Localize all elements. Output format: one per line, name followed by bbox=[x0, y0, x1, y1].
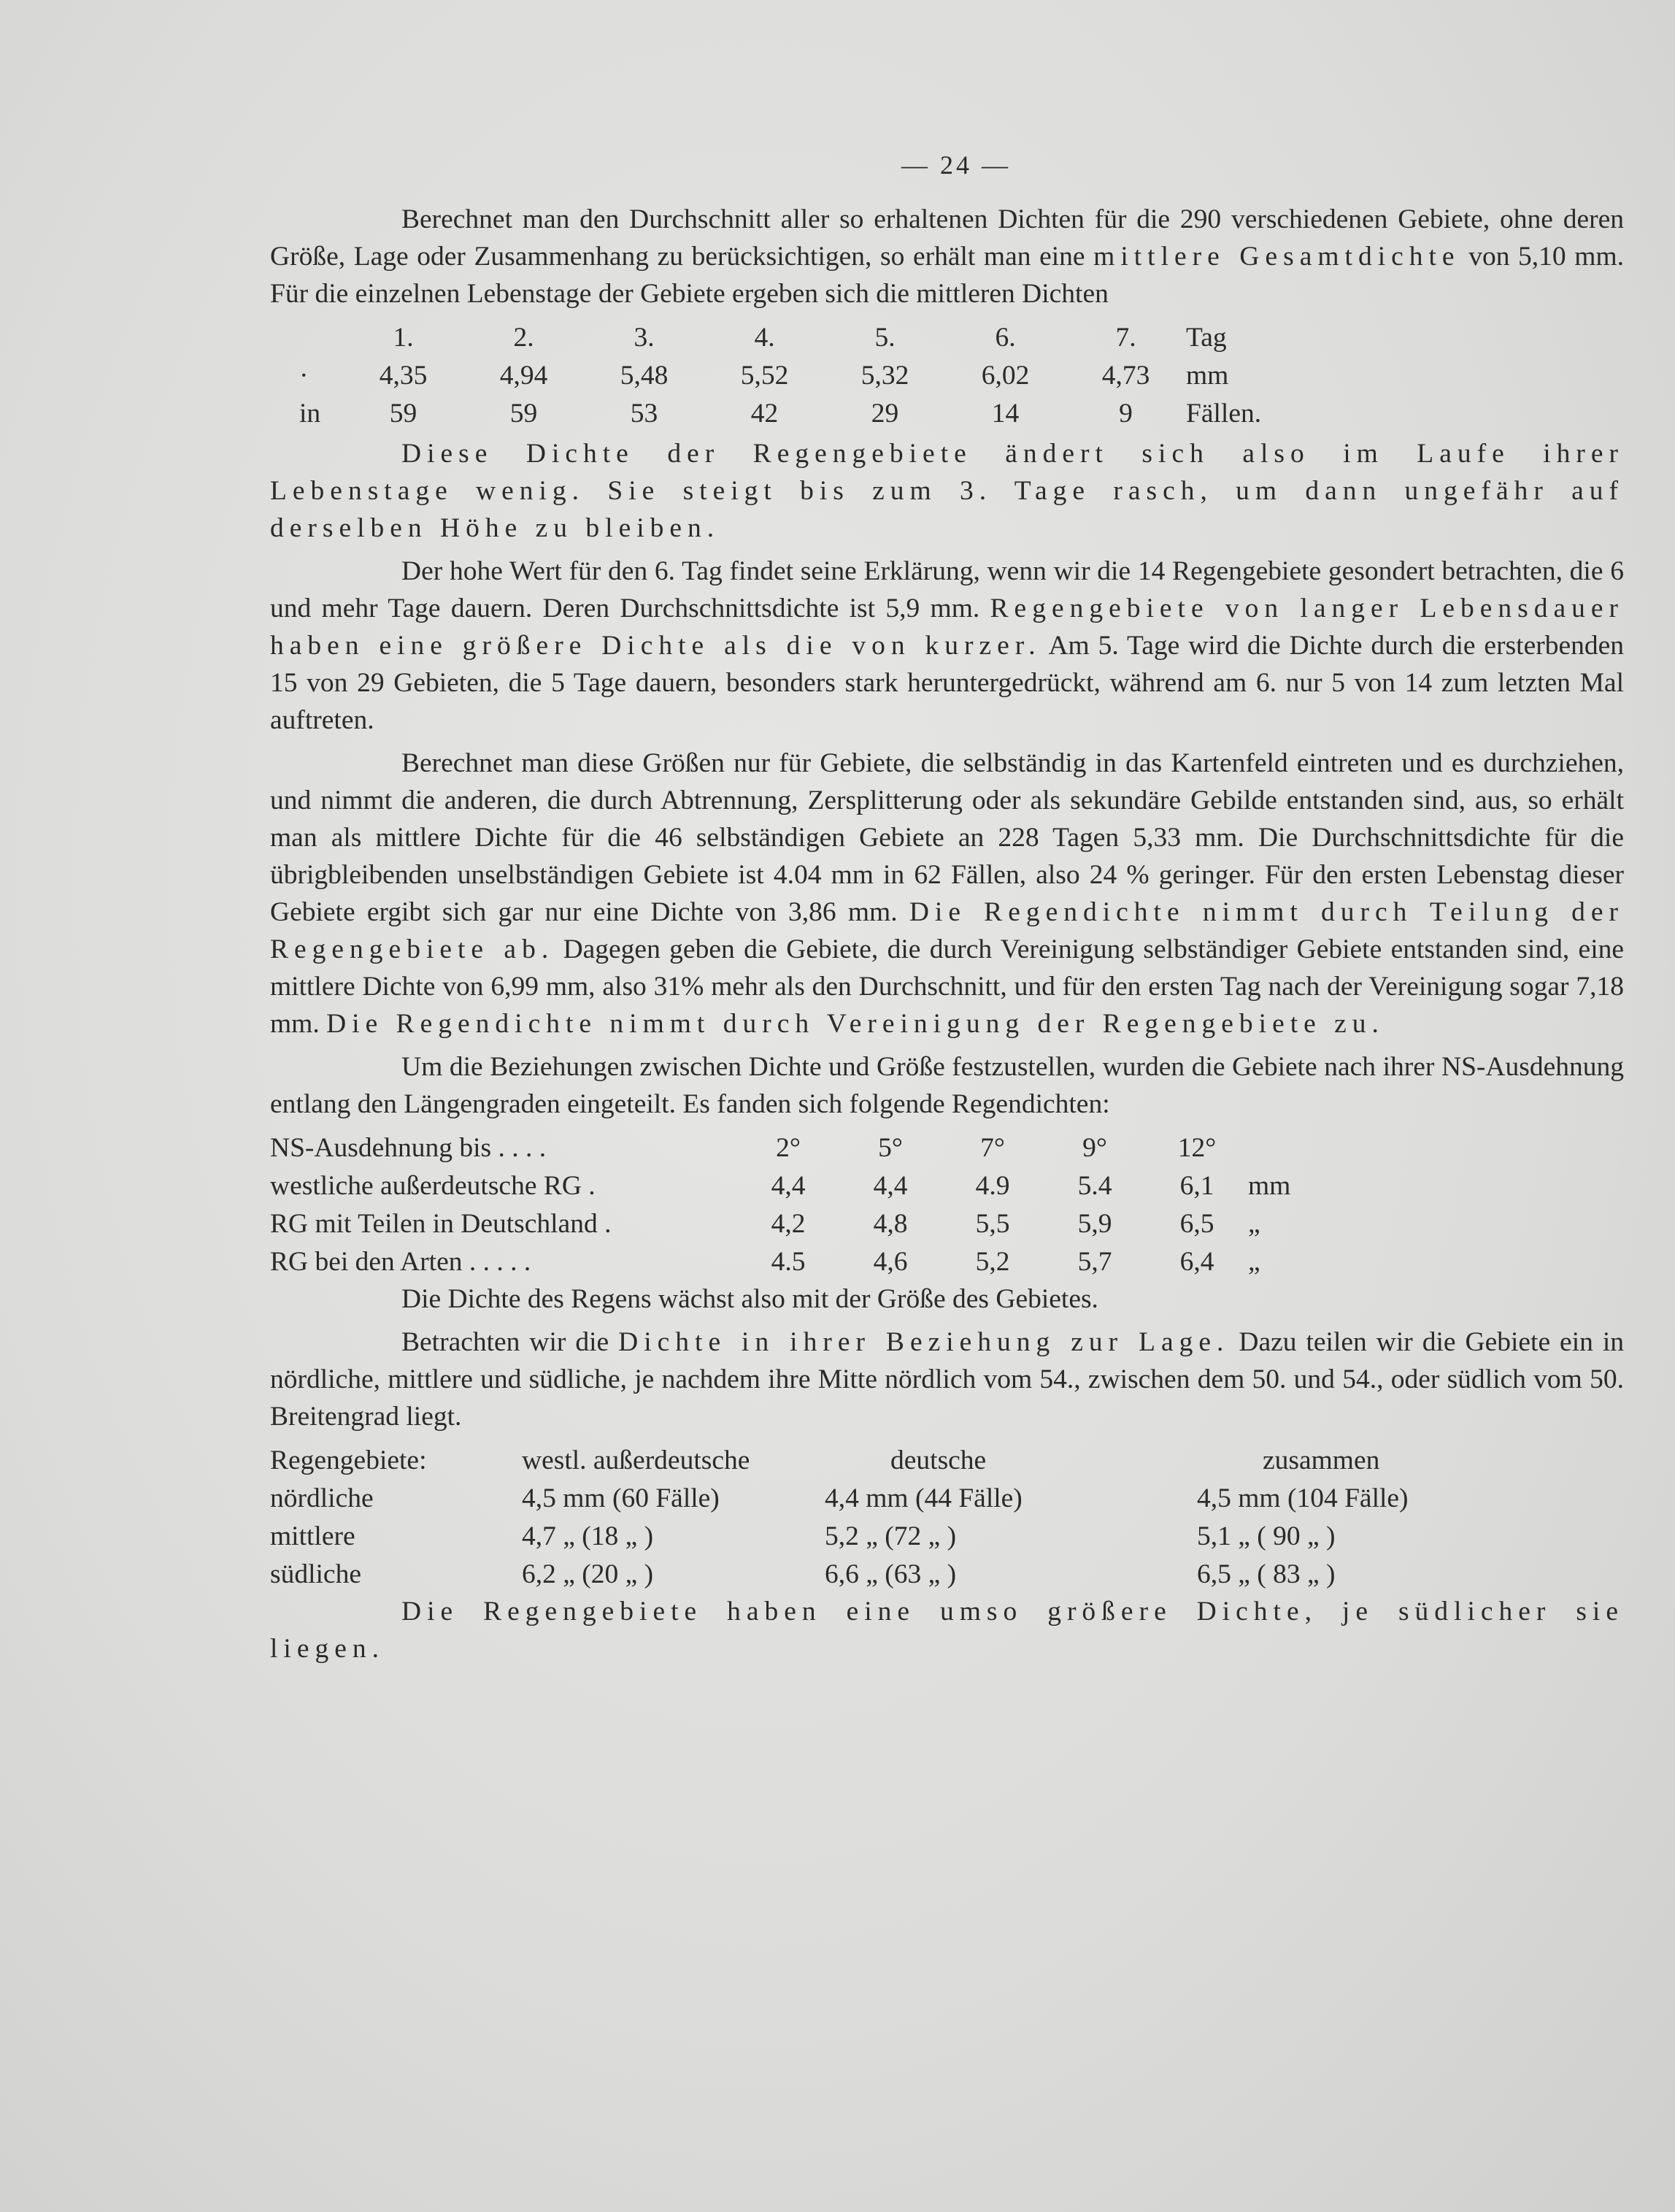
table-cell: 2. bbox=[513, 322, 534, 353]
paragraph-1: Berechnet man den Durchschnitt aller so erhaltenen Dichten für die 290 verschiedenen Gebiete, ohne deren Größe, Lage oder Zusammenhang zu berücksichtigen, so erhält man eine mittlere Gesamtdichte von 5,10 mm. Für die einzelnen Lebenstage der Gebiete ergeben sich die mittleren Dichten bbox=[270, 204, 1624, 309]
paragraph-2: Diese Dichte der Regengebiete ändert sich also im Laufe ihrer Lebenstage wenig. Sie steigt bis zum 3. Tage rasch, um dann ungefähr auf derselben Höhe zu bleiben. bbox=[270, 439, 1624, 543]
table-cell: 5,1 „ ( 90 „ ) bbox=[1197, 1521, 1336, 1551]
table-cell: 6,5 „ ( 83 „ ) bbox=[1197, 1559, 1336, 1589]
table-cell: RG mit Teilen in Deutschland . bbox=[270, 1208, 612, 1239]
table-cell: 5,2 bbox=[975, 1246, 1010, 1277]
latitude-table bbox=[270, 1441, 1569, 1593]
table-cell: 5,5 bbox=[975, 1208, 1010, 1239]
table-cell: deutsche bbox=[890, 1445, 987, 1475]
table-cell: 4,5 mm (60 Fälle) bbox=[522, 1483, 720, 1513]
table-cell: 5,7 bbox=[1077, 1246, 1112, 1277]
table-row bbox=[299, 394, 1288, 432]
table-cell: 4,6 bbox=[873, 1246, 908, 1277]
table-row bbox=[270, 1555, 1569, 1593]
table-cell: · bbox=[299, 360, 309, 391]
days-density-table bbox=[299, 318, 1288, 432]
table-row bbox=[270, 1205, 1328, 1243]
table-cell: 4,5 mm (104 Fälle) bbox=[1197, 1483, 1409, 1513]
table-row bbox=[299, 356, 1288, 394]
table-cell: 6,1 bbox=[1179, 1170, 1214, 1201]
paragraph-4: Berechnet man diese Größen nur für Gebiete, die selbständig in das Kartenfeld eintreten und es durchziehen, und nimmt die anderen, die durch Abtrennung, Zersplitterung oder als sekundäre Gebilde entstanden sind, aus, so erhält man als mittlere Dichte für die 46 selbständigen Gebiete an 228 Tagen 5,33 mm. Die Durchschnittsdichte für die übrigbleibenden unselbständigen Gebiete ist 4.04 mm in 62 Fällen, also 24 % geringer. Für den ersten Lebenstag dieser Gebiete ergibt sich gar nur eine Dichte von 3,86 mm. Die Regendichte nimmt durch Teilung der Regengebiete ab. Dagegen geben die Gebiete, die durch Vereinigung selbständiger Gebiete entstanden sind, eine mittlere Dichte von 6,99 mm, also 31% mehr als den Durchschnitt, und für den ersten Tag nach der Vereinigung sogar 7,18 mm. Die Regendichte nimmt durch Vereinigung der Regengebiete zu. bbox=[270, 748, 1625, 1039]
table-cell: RG bei den Arten . . . . . bbox=[270, 1246, 531, 1277]
table-cell: 4.5 bbox=[771, 1246, 806, 1277]
table-cell: 12° bbox=[1177, 1132, 1217, 1163]
table-cell: 4,2 bbox=[771, 1208, 806, 1239]
table-cell: 42 bbox=[750, 398, 779, 429]
table-cell: 4,4 bbox=[771, 1170, 806, 1201]
table-cell: 29 bbox=[871, 398, 899, 429]
table-cell: 7° bbox=[980, 1132, 1005, 1163]
table-cell: südliche bbox=[270, 1559, 361, 1589]
table-row bbox=[270, 1243, 1328, 1280]
table-cell: mm bbox=[1186, 360, 1229, 391]
paragraph-7: Betrachten wir die Dichte in ihrer Beziehung zur Lage. Dazu teilen wir die Gebiete ein in nördliche, mittlere und südliche, je nachdem ihre Mitte nördlich vom 54., zwischen dem 50. und 54., oder südlich vom 50. Breitengrad liegt. bbox=[270, 1327, 1624, 1432]
table-cell: Tag bbox=[1186, 322, 1227, 353]
table-row bbox=[270, 1517, 1569, 1555]
table-cell: 5.4 bbox=[1077, 1170, 1112, 1201]
paragraph-6: Die Dichte des Regens wächst also mit der Größe des Gebietes. bbox=[401, 1284, 1098, 1314]
table-cell: Regengebiete: bbox=[270, 1445, 427, 1475]
paragraph-5: Um die Beziehungen zwischen Dichte und Größe festzustellen, wurden die Gebiete nach ihrer NS-Ausdehnung entlang den Längengraden eingeteilt. Es fanden sich folgende Regendichten: bbox=[270, 1052, 1624, 1119]
table-cell: in bbox=[299, 398, 321, 429]
table-cell: 4,8 bbox=[873, 1208, 908, 1239]
table-row bbox=[299, 318, 1288, 356]
table-cell: 6,5 bbox=[1179, 1208, 1214, 1239]
table-cell: Fällen. bbox=[1186, 398, 1262, 429]
table-cell: 2° bbox=[776, 1132, 801, 1163]
table-cell: 4,94 bbox=[499, 360, 548, 391]
table-cell: 4,73 bbox=[1101, 360, 1150, 391]
table-cell: 4. bbox=[754, 322, 775, 353]
table-cell: 5,9 bbox=[1077, 1208, 1112, 1239]
table-cell bbox=[1248, 1129, 1328, 1167]
table-cell: westl. außerdeutsche bbox=[522, 1445, 750, 1475]
table-cell: 4.9 bbox=[975, 1170, 1010, 1201]
table-cell: zusammen bbox=[1263, 1445, 1380, 1475]
page-number: — 24 — bbox=[901, 150, 1011, 180]
table-cell: 6,6 „ (63 „ ) bbox=[825, 1559, 957, 1589]
table-cell: 6,4 bbox=[1179, 1246, 1214, 1277]
table-cell: „ bbox=[1248, 1246, 1260, 1277]
table-cell: 14 bbox=[991, 398, 1020, 429]
table-cell: 5,48 bbox=[620, 360, 669, 391]
table-cell: 1. bbox=[393, 322, 414, 353]
table-cell: 9 bbox=[1119, 398, 1133, 429]
table-cell: „ bbox=[1248, 1208, 1260, 1239]
table-cell: 59 bbox=[389, 398, 417, 429]
table-cell: 3. bbox=[634, 322, 655, 353]
table-cell: 6,02 bbox=[981, 360, 1030, 391]
table-cell: 4,35 bbox=[379, 360, 428, 391]
table-cell: 6,2 „ (20 „ ) bbox=[522, 1559, 654, 1589]
table-cell: mittlere bbox=[270, 1521, 355, 1551]
table-cell: 5,32 bbox=[860, 360, 909, 391]
table-cell: 5° bbox=[878, 1132, 903, 1163]
table-cell: nördliche bbox=[270, 1483, 374, 1513]
table-cell: 59 bbox=[509, 398, 538, 429]
table-cell: 5. bbox=[874, 322, 896, 353]
table-cell: 6. bbox=[995, 322, 1016, 353]
table-cell: 4,4 mm (44 Fälle) bbox=[825, 1483, 1023, 1513]
table-cell: 5,52 bbox=[740, 360, 789, 391]
table-row bbox=[270, 1479, 1569, 1517]
table-cell: NS-Ausdehnung bis . . . . bbox=[270, 1132, 547, 1163]
table-cell: 4,7 „ (18 „ ) bbox=[522, 1521, 654, 1551]
table-row bbox=[270, 1441, 1569, 1479]
table-cell: 5,2 „ (72 „ ) bbox=[825, 1521, 957, 1551]
table-row bbox=[270, 1129, 1328, 1167]
ns-extent-table bbox=[270, 1129, 1328, 1280]
table-cell: 53 bbox=[630, 398, 658, 429]
table-cell bbox=[299, 318, 343, 356]
table-cell: mm bbox=[1248, 1170, 1291, 1201]
body-text bbox=[270, 201, 1624, 1673]
table-cell: 7. bbox=[1115, 322, 1136, 353]
table-row bbox=[270, 1167, 1328, 1205]
table-cell: 4,4 bbox=[873, 1170, 908, 1201]
table-cell: 9° bbox=[1082, 1132, 1107, 1163]
paragraph-3: Der hohe Wert für den 6. Tag findet seine Erklärung, wenn wir die 14 Regengebiete gesondert betrachten, die 6 und mehr Tage dauern. Deren Durchschnittsdichte ist 5,9 mm. Regengebiete von langer Lebensdauer haben eine größere Dichte als die von kurzer. Am 5. Tage wird die Dichte durch die ersterbenden 15 von 29 Gebieten, die 5 Tage dauern, besonders stark heruntergedrückt, während am 6. nur 5 von 14 zum letzten Mal auftreten. bbox=[270, 556, 1625, 735]
paragraph-8: Die Regengebiete haben eine umso größere Dichte, je südlicher sie liegen. bbox=[270, 1597, 1624, 1664]
table-cell: westliche außerdeutsche RG . bbox=[270, 1170, 596, 1201]
